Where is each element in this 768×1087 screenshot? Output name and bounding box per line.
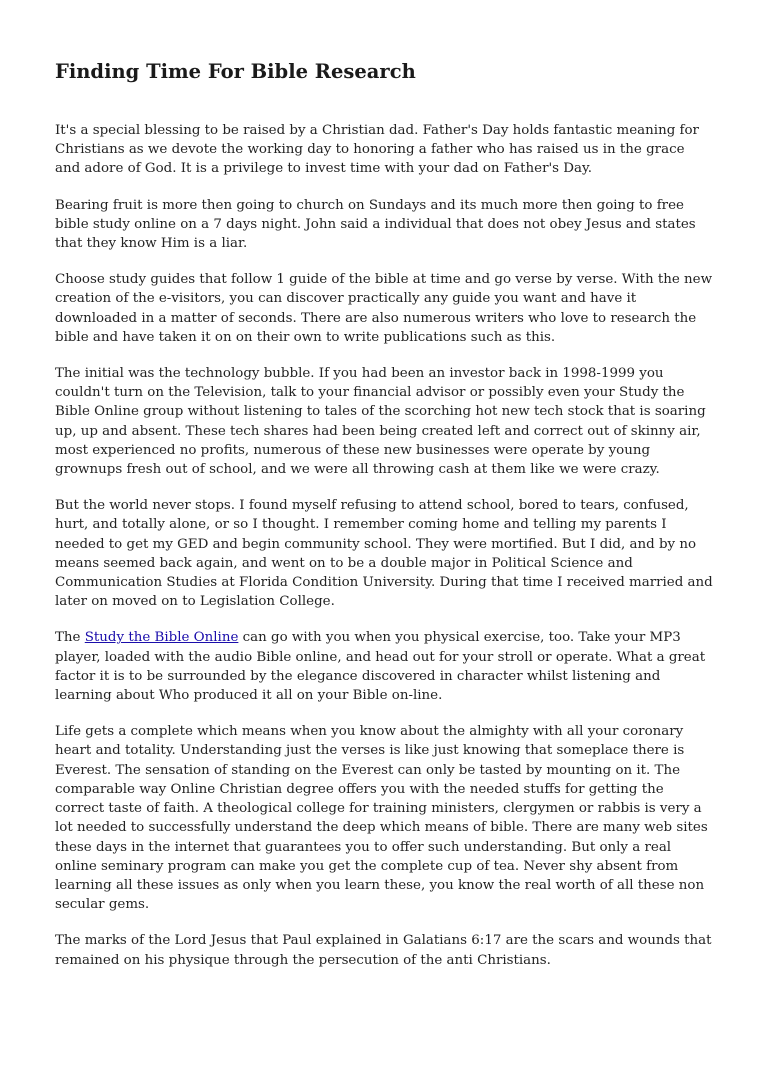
link-paragraph-before: The [55,630,85,646]
paragraph: Bearing fruit is more then going to church on Sundays and its much more then going to free bible study online on a 7 days night. John said a individual that does not obey Jesus and states that they know Him is a liar. [55,197,696,252]
paragraph-with-link [55,628,713,705]
link-paragraph-after: can go with you when you physical exercise, too. Take your MP3 player, loaded with the audio Bible online, and head out for your stroll or operate. What a great factor it is to be surrounded by the elegance discovered in character whilst listening and learning about Who produced it all on your Bible on-line. [55,630,706,704]
paragraph: Choose study guides that follow 1 guide of the bible at time and go verse by verse. With the new creation of the e-visitors, you can discover practically any guide you want and have it downloaded in a matter of seconds. There are also numerous writers who love to research the bible and have taken it on on their own to write publications such as this. [55,272,713,345]
paragraph: The marks of the Lord Jesus that Paul explained in Galatians 6:17 are the scars and wounds that remained on his physique through the persecution of the anti Christians. [55,933,712,968]
paragraph: Life gets a complete which means when you know about the almighty with all your coronary heart and totality. Understanding just the verses is like just knowing that someplace there is Everest. The sensation of standing on the Everest can only be tasted by mounting on it. The comparable way Online Christian degree offers you with the needed stuffs for getting the correct taste of faith. A theological college for training ministers, clergymen or rabbis is very a lot needed to successfully understand the deep which means of bible. There are many web sites these days in the internet that guarantees you to offer such understanding. But only a real online seminary program can make you get the complete cup of tea. Never shy absent from learning all these issues as only when you learn these, you know the real worth of all these non secular gems. [55,724,708,913]
page-title: Finding Time For Bible Research [55,60,416,83]
paragraph: It's a special blessing to be raised by a Christian dad. Father's Day holds fantastic meaning for Christians as we devote the working day to honoring a father who has raised us in the grace and adore of God. It is a privilege to invest time with your dad on Father's Day. [55,123,699,177]
document-page [55,58,713,987]
paragraph: The initial was the technology bubble. If you had been an investor back in 1998-1999 you couldn't turn on the Television, talk to your financial advisor or possibly even your Study the Bible Online group without listening to tales of the scorching hot new tech stock that is soaring up, up and absent. These tech shares had been being created left and correct out of skinny air, most experienced no profits, numerous of these new businesses were operate by young grownups fresh out of school, and we were all throwing cash at them like we were crazy. [55,366,706,478]
paragraph: But the world never stops. I found myself refusing to attend school, bored to tears, confused, hurt, and totally alone, or so I thought. I remember coming home and telling my parents I needed to get my GED and begin community school. They were mortified. But I did, and by no means seemed back again, and went on to be a double major in Political Science and Communication Studies at Florida Condition University. During that time I received married and later on moved on to Legislation College. [55,498,713,610]
study-bible-online-link[interactable]: Study the Bible Online [84,630,239,646]
